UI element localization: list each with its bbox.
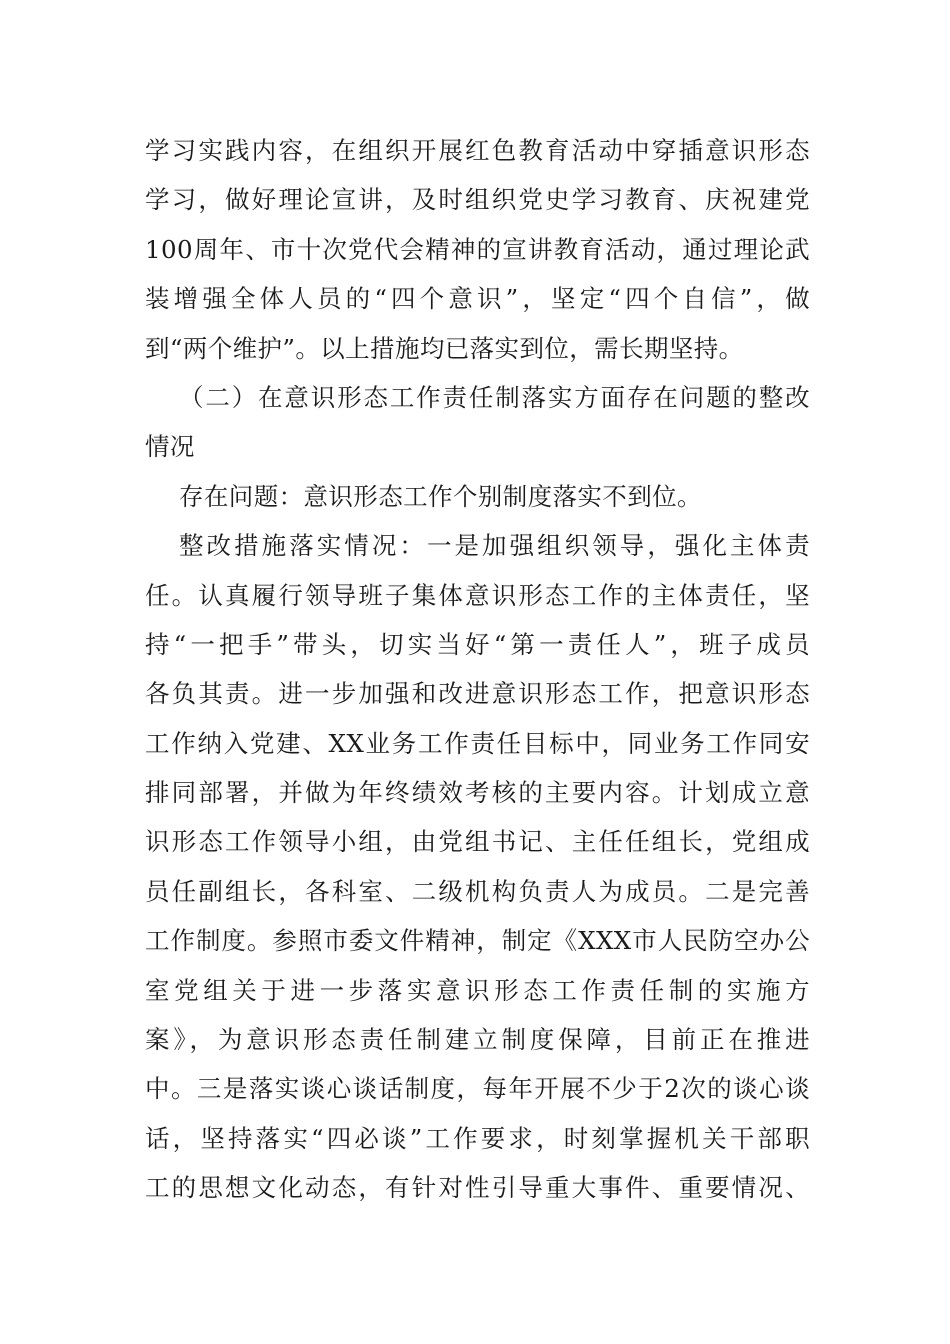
section-heading-continued: 情况 [145, 432, 195, 462]
text-line: 到“两个维护”。以上措施均已落实到位，需长期坚持。 [145, 333, 744, 363]
text-line: 中。三是落实谈心谈话制度，每年开展不少于2次的谈心谈 [145, 1074, 810, 1104]
text-line: 工作纳入党建、XX业务工作责任目标中，同业务工作同安 [145, 728, 810, 758]
document-body [145, 126, 810, 1213]
text-line: 各负其责。进一步加强和改进意识形态工作，把意识形态 [145, 679, 810, 709]
text-line: 100周年、市十次党代会精神的宣讲教育活动，通过理论武 [145, 234, 810, 264]
text-line: 案》，为意识形态责任制建立制度保障，目前正在推进 [145, 1025, 810, 1055]
text-line: 学习实践内容，在组织开展红色教育活动中穿插意识形态 [145, 136, 810, 165]
problem-statement: 存在问题：意识形态工作个别制度落实不到位。 [179, 481, 702, 511]
text-line: 装增强全体人员的“四个意识”，坚定“四个自信”，做 [145, 284, 810, 314]
text-line: 员任副组长，各科室、二级机构负责人为成员。二是完善 [145, 876, 810, 906]
text-line: 排同部署，并做为年终绩效考核的主要内容。计划成立意 [145, 778, 810, 808]
text-line: 话，坚持落实“四必谈”工作要求，时刻掌握机关干部职 [145, 1123, 810, 1153]
text-line: 持“一把手”带头，切实当好“第一责任人”，班子成员 [145, 629, 810, 659]
text-line: 任。认真履行领导班子集体意识形态工作的主体责任，坚 [145, 580, 810, 610]
text-line: 学习，做好理论宣讲，及时组织党史学习教育、庆祝建党 [145, 185, 810, 215]
text-line: 整改措施落实情况：一是加强组织领导，强化主体责 [179, 531, 810, 561]
text-line: 工的思想文化动态，有针对性引导重大事件、重要情况、 [145, 1173, 810, 1203]
text-line: 室党组关于进一步落实意识形态工作责任制的实施方 [145, 975, 810, 1005]
text-line: 识形态工作领导小组，由党组书记、主任任组长，党组成 [145, 827, 810, 857]
section-heading: （二）在意识形态工作责任制落实方面存在问题的整改 [179, 382, 810, 412]
text-line: 工作制度。参照市委文件精神，制定《XXX市人民防空办公 [145, 926, 810, 956]
